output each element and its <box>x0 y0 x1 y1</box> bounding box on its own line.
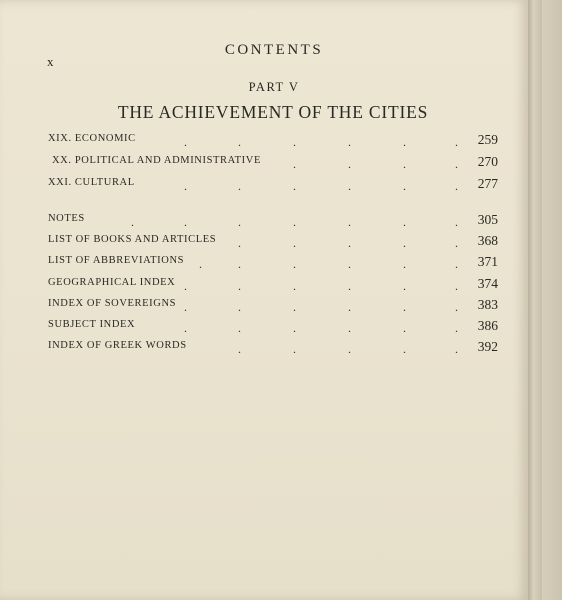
toc-entry-page: 259 <box>477 132 498 147</box>
leader-dot: . <box>293 157 296 171</box>
leader-dot: . <box>238 135 241 149</box>
leader-dot: . <box>403 157 406 171</box>
leader-dot: . <box>184 300 187 314</box>
leader-dot: . <box>184 321 187 335</box>
leader-dot: . <box>238 279 241 293</box>
leader-dot: . <box>131 215 134 229</box>
leader-dot: . <box>348 236 351 250</box>
leader-dot: . <box>238 342 241 356</box>
leader-dot: . <box>348 321 351 335</box>
leader-dot: . <box>184 215 187 229</box>
leader-dot: . <box>348 257 351 271</box>
toc-entry-page: 277 <box>477 176 498 191</box>
leader-dot: . <box>455 215 458 229</box>
leader-dot: . <box>184 179 187 193</box>
leader-dot: . <box>238 257 241 271</box>
toc-entry-page: 392 <box>477 339 498 354</box>
leader-dot: . <box>348 300 351 314</box>
leader-dot: . <box>403 179 406 193</box>
leader-dot: . <box>293 215 296 229</box>
toc-entry-notes <box>48 213 498 231</box>
toc-entry-page: 371 <box>477 254 498 269</box>
leader-dot: . <box>199 257 202 271</box>
leader-dot: . <box>403 279 406 293</box>
leader-dot: . <box>403 257 406 271</box>
toc-entry-page: 305 <box>477 212 498 227</box>
leader-dot: . <box>238 179 241 193</box>
leader-dot: . <box>348 342 351 356</box>
leader-dot: . <box>403 215 406 229</box>
part-title: THE ACHIEVEMENT OF THE CITIES <box>117 102 429 122</box>
toc-entry-greek-words <box>48 340 498 358</box>
toc-entry-chapter-20 <box>48 155 498 173</box>
toc-entry-page: 270 <box>477 154 498 169</box>
leader-dot: . <box>293 236 296 250</box>
leader-dot: . <box>348 279 351 293</box>
leader-dot: . <box>293 257 296 271</box>
toc-entry-label: LIST OF ABBREVIATIONS <box>48 255 185 266</box>
page-title: CONTENTS <box>224 42 324 58</box>
leader-dot: . <box>348 135 351 149</box>
toc-entry-books-articles <box>48 234 498 252</box>
leader-dot: . <box>348 157 351 171</box>
toc-entry-index-sovereigns <box>48 298 498 316</box>
leader-dot: . <box>184 135 187 149</box>
leader-dot: . <box>184 279 187 293</box>
leader-dot: . <box>455 321 458 335</box>
leader-dot: . <box>455 135 458 149</box>
leader-dot: . <box>403 342 406 356</box>
toc-entry-page: 368 <box>477 233 498 248</box>
leader-dot: . <box>238 236 241 250</box>
toc-entry-label: INDEX OF SOVEREIGNS <box>48 298 177 309</box>
toc-entry-label: INDEX OF GREEK WORDS <box>48 340 187 351</box>
leader-dot: . <box>348 179 351 193</box>
toc-entry-label: XIX. ECONOMIC <box>48 133 136 144</box>
leader-dot: . <box>455 342 458 356</box>
toc-entry-subject-index <box>48 319 498 337</box>
leader-dot: . <box>293 179 296 193</box>
leader-dot: . <box>293 279 296 293</box>
leader-dot: . <box>293 342 296 356</box>
toc-entry-label: NOTES <box>48 213 85 224</box>
toc-entry-label: XX. POLITICAL AND ADMINISTRATIVE <box>52 155 261 166</box>
toc-entry-chapter-21 <box>48 177 498 195</box>
leader-dot: . <box>455 279 458 293</box>
leader-dot: . <box>238 300 241 314</box>
toc-entry-label: GEOGRAPHICAL INDEX <box>48 277 176 288</box>
leader-dot: . <box>455 179 458 193</box>
toc-entry-page: 374 <box>477 276 498 291</box>
leader-dot: . <box>455 300 458 314</box>
leader-dot: . <box>455 236 458 250</box>
toc-entry-label: XXI. CULTURAL <box>48 177 135 188</box>
page-number: x <box>47 54 55 69</box>
leader-dot: . <box>238 321 241 335</box>
toc-entry-chapter-19 <box>48 133 498 151</box>
leader-dot: . <box>293 135 296 149</box>
toc-entry-page: 383 <box>477 297 498 312</box>
part-label: PART V <box>248 80 300 94</box>
toc-entry-abbreviations <box>48 255 498 273</box>
leader-dot: . <box>403 236 406 250</box>
toc-entry-label: LIST OF BOOKS AND ARTICLES <box>48 234 217 245</box>
leader-dot: . <box>293 300 296 314</box>
toc-entry-page: 386 <box>477 318 498 333</box>
leader-dot: . <box>403 300 406 314</box>
leader-dot: . <box>293 321 296 335</box>
leader-dot: . <box>403 135 406 149</box>
leader-dot: . <box>403 321 406 335</box>
leader-dot: . <box>455 257 458 271</box>
leader-dot: . <box>455 157 458 171</box>
toc-entry-geographical-index <box>48 277 498 295</box>
toc-entry-label: SUBJECT INDEX <box>48 319 136 330</box>
leader-dot: . <box>238 215 241 229</box>
leader-dot: . <box>348 215 351 229</box>
